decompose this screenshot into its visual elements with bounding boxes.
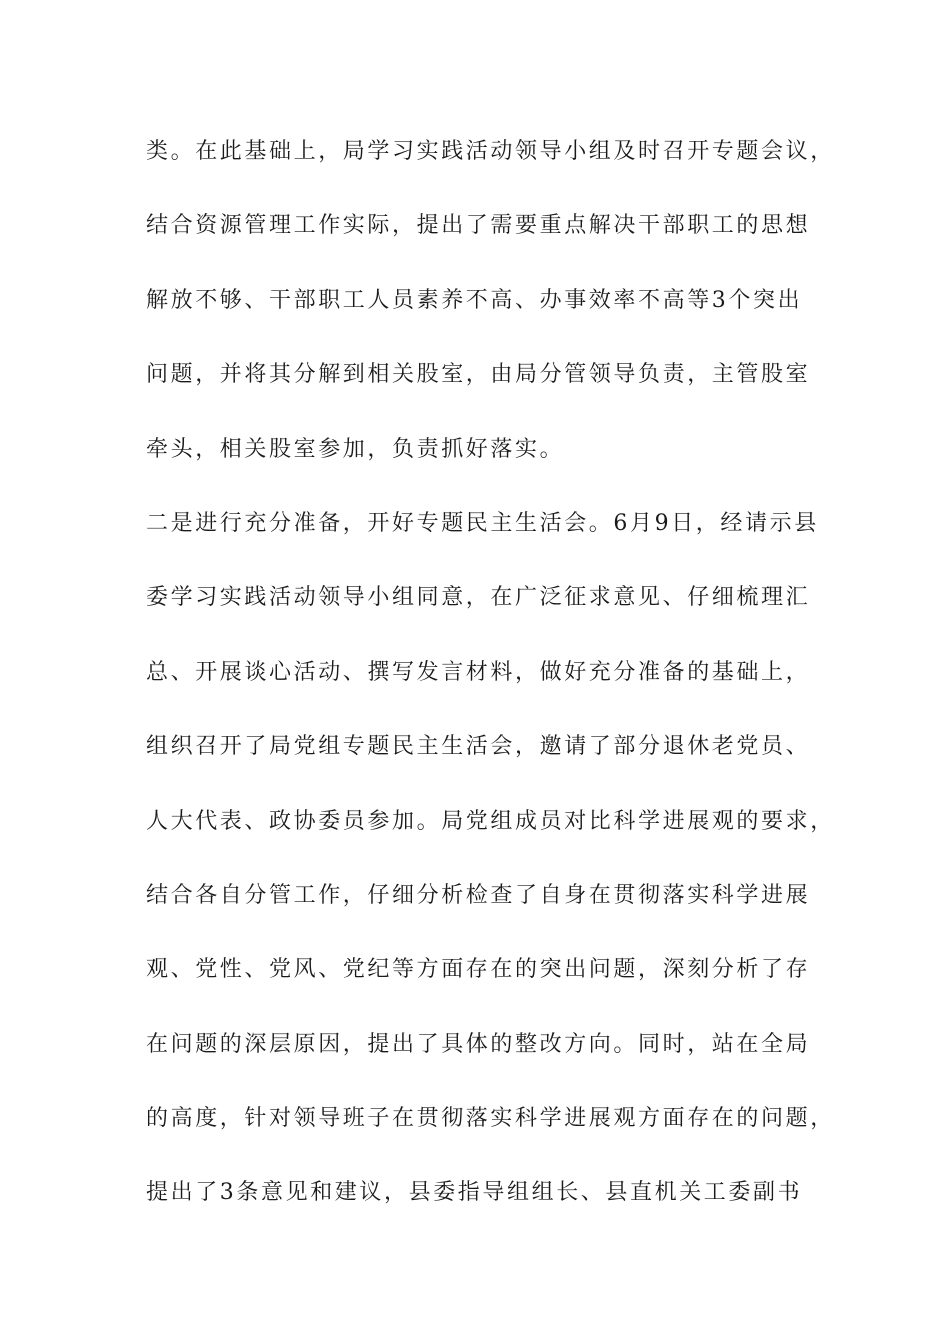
text-line: 二是进行充分准备，开好专题民主生活会。6月9日，经请示县: [146, 510, 819, 536]
text-line: 在问题的深层原因，提出了具体的整改方向。同时，站在全局: [146, 1031, 811, 1057]
text-line: 牵头，相关股室参加，负责抓好落实。: [146, 436, 565, 462]
text-line: 总、开展谈心活动、撰写发言材料，做好充分准备的基础上，: [146, 659, 811, 685]
text-line: 结合各自分管工作，仔细分析检查了自身在贯彻落实科学进展: [146, 882, 811, 908]
text-line: 的高度，针对领导班子在贯彻落实科学进展观方面存在的问题，: [146, 1106, 835, 1132]
text-line: 提出了3条意见和建议，县委指导组组长、县直机关工委副书: [146, 1180, 803, 1206]
text-line: 组织召开了局党组专题民主生活会，邀请了部分退休老党员、: [146, 734, 811, 760]
text-line: 解放不够、干部职工人员素养不高、办事效率不高等3个突出: [146, 287, 803, 313]
text-line: 问题，并将其分解到相关股室，由局分管领导负责，主管股室: [146, 362, 811, 388]
text-line: 委学习实践活动领导小组同意，在广泛征求意见、仔细梳理汇: [146, 585, 811, 611]
text-line: 类。在此基础上，局学习实践活动领导小组及时召开专题会议，: [146, 139, 835, 164]
body-text: [146, 130, 836, 1246]
text-line: 人大代表、政协委员参加。局党组成员对比科学进展观的要求，: [146, 808, 835, 834]
text-line: 结合资源管理工作实际，提出了需要重点解决干部职工的思想: [146, 213, 811, 239]
text-line: 观、党性、党风、党纪等方面存在的突出问题，深刻分析了存: [146, 957, 811, 983]
